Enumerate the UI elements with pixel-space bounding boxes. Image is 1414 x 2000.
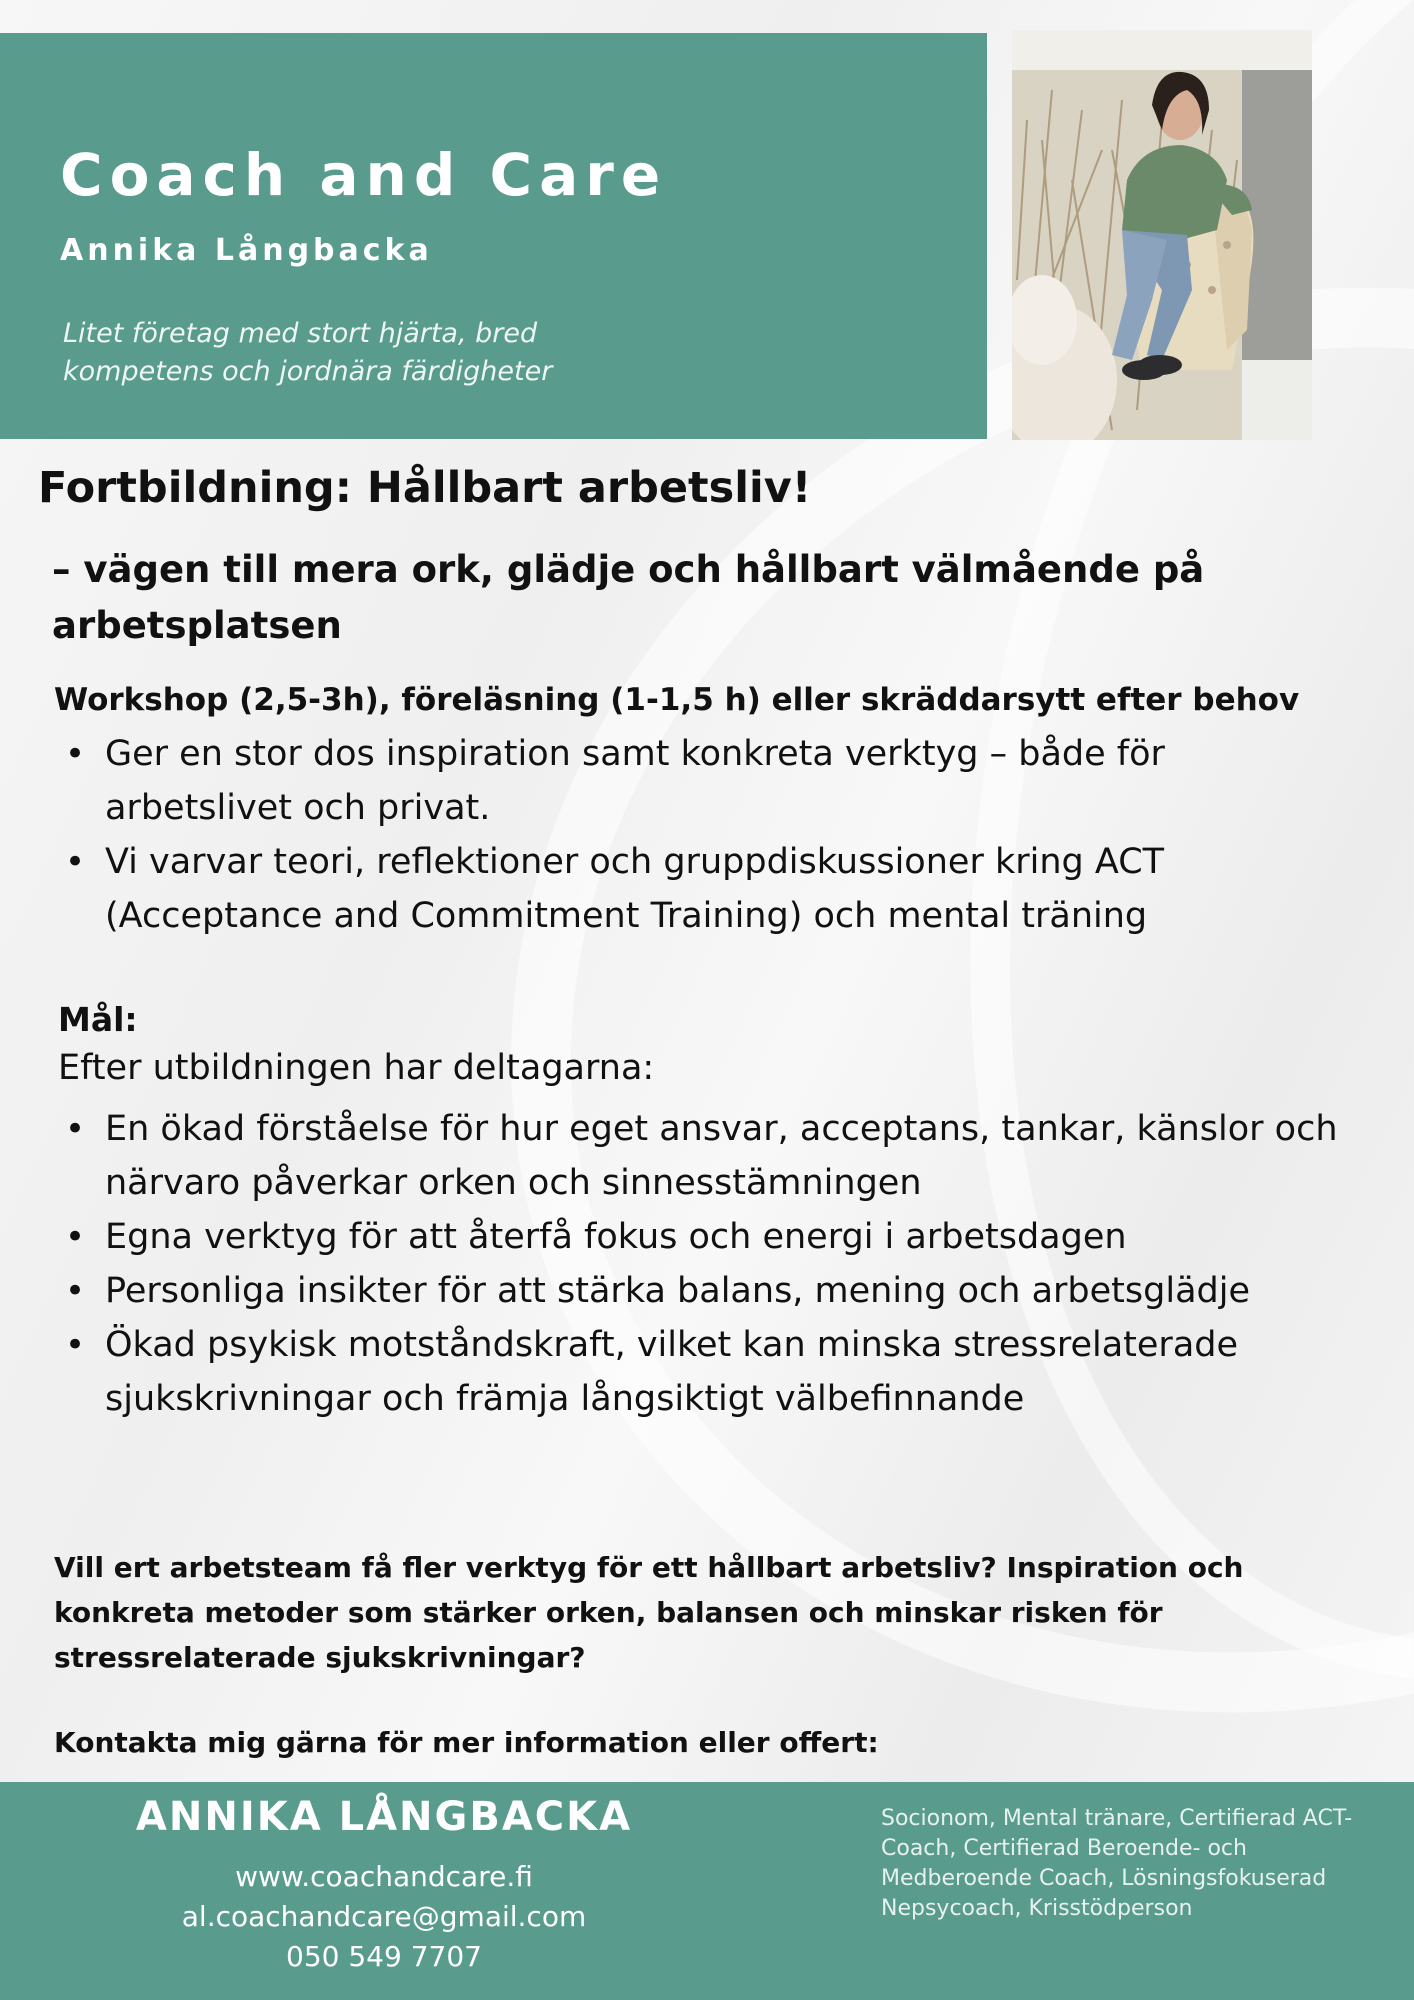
intro-list bbox=[55, 727, 1355, 943]
page-subtitle: – vägen till mera ork, glädje och hållbart välmående på arbetsplatsen bbox=[52, 548, 1205, 647]
goals-intro: Efter utbildningen har deltagarna: bbox=[58, 1048, 655, 1088]
list-item: • En ökad förståelse för hur eget ansvar, acceptans, tankar, känslor och närvaro påverkar orken och sinnesstämningen bbox=[55, 1102, 1355, 1210]
footer-banner bbox=[0, 1782, 1414, 2000]
list-item: • Ökad psykisk motståndskraft, vilket kan minska stressrelaterade sjukskrivningar och främja långsiktigt välbefinnande bbox=[55, 1318, 1355, 1426]
header-banner bbox=[0, 33, 987, 439]
email-link[interactable]: al.coachandcare@gmail.com bbox=[181, 1900, 587, 1933]
credentials: Socionom, Mental tränare, Certifierad ACT- Coach, Certifierad Beroende- och Medberoende Coach, Lösningsfokuserad Nepsycoach, Krisstödperson bbox=[881, 1806, 1353, 1921]
website-link[interactable]: www.coachandcare.fi bbox=[235, 1860, 533, 1893]
brand-subtitle: Annika Långbacka bbox=[60, 233, 433, 268]
brand-title: Coach and Care bbox=[60, 141, 668, 209]
list-item: • Vi varvar teori, reflektioner och gruppdiskussioner kring ACT (Acceptance and Commitment Training) och mental träning bbox=[55, 835, 1355, 943]
contact-prompt: Kontakta mig gärna för mer information eller offert: bbox=[54, 1726, 879, 1759]
workshop-format: Workshop (2,5-3h), föreläsning (1-1,5 h) eller skräddarsytt efter behov bbox=[54, 682, 1300, 718]
page-title: Fortbildning: Hållbart arbetsliv! bbox=[38, 463, 812, 513]
call-to-action: Vill ert arbetsteam få fler verktyg för ett hållbart arbetsliv? Inspiration och konkreta metoder som stärker orken, balansen och minskar risken för stressrelaterade sjukskrivningar? bbox=[54, 1551, 1244, 1674]
list-item: • Personliga insikter för att stärka balans, mening och arbetsglädje bbox=[55, 1264, 1355, 1318]
goals-heading: Mål: bbox=[58, 1000, 138, 1039]
goals-list bbox=[55, 1102, 1355, 1426]
portrait-photo bbox=[1012, 30, 1312, 440]
phone-number: 050 549 7707 bbox=[286, 1940, 482, 1973]
list-item: • Ger en stor dos inspiration samt konkreta verktyg – både för arbetslivet och privat. bbox=[55, 727, 1355, 835]
footer-name: ANNIKA LÅNGBACKA bbox=[135, 1794, 633, 1840]
portrait-illustration bbox=[1012, 30, 1312, 440]
list-item: • Egna verktyg för att återfå fokus och energi i arbetsdagen bbox=[55, 1210, 1355, 1264]
brand-tagline: Litet företag med stort hjärta, bred kompetens och jordnära färdigheter bbox=[63, 318, 553, 387]
